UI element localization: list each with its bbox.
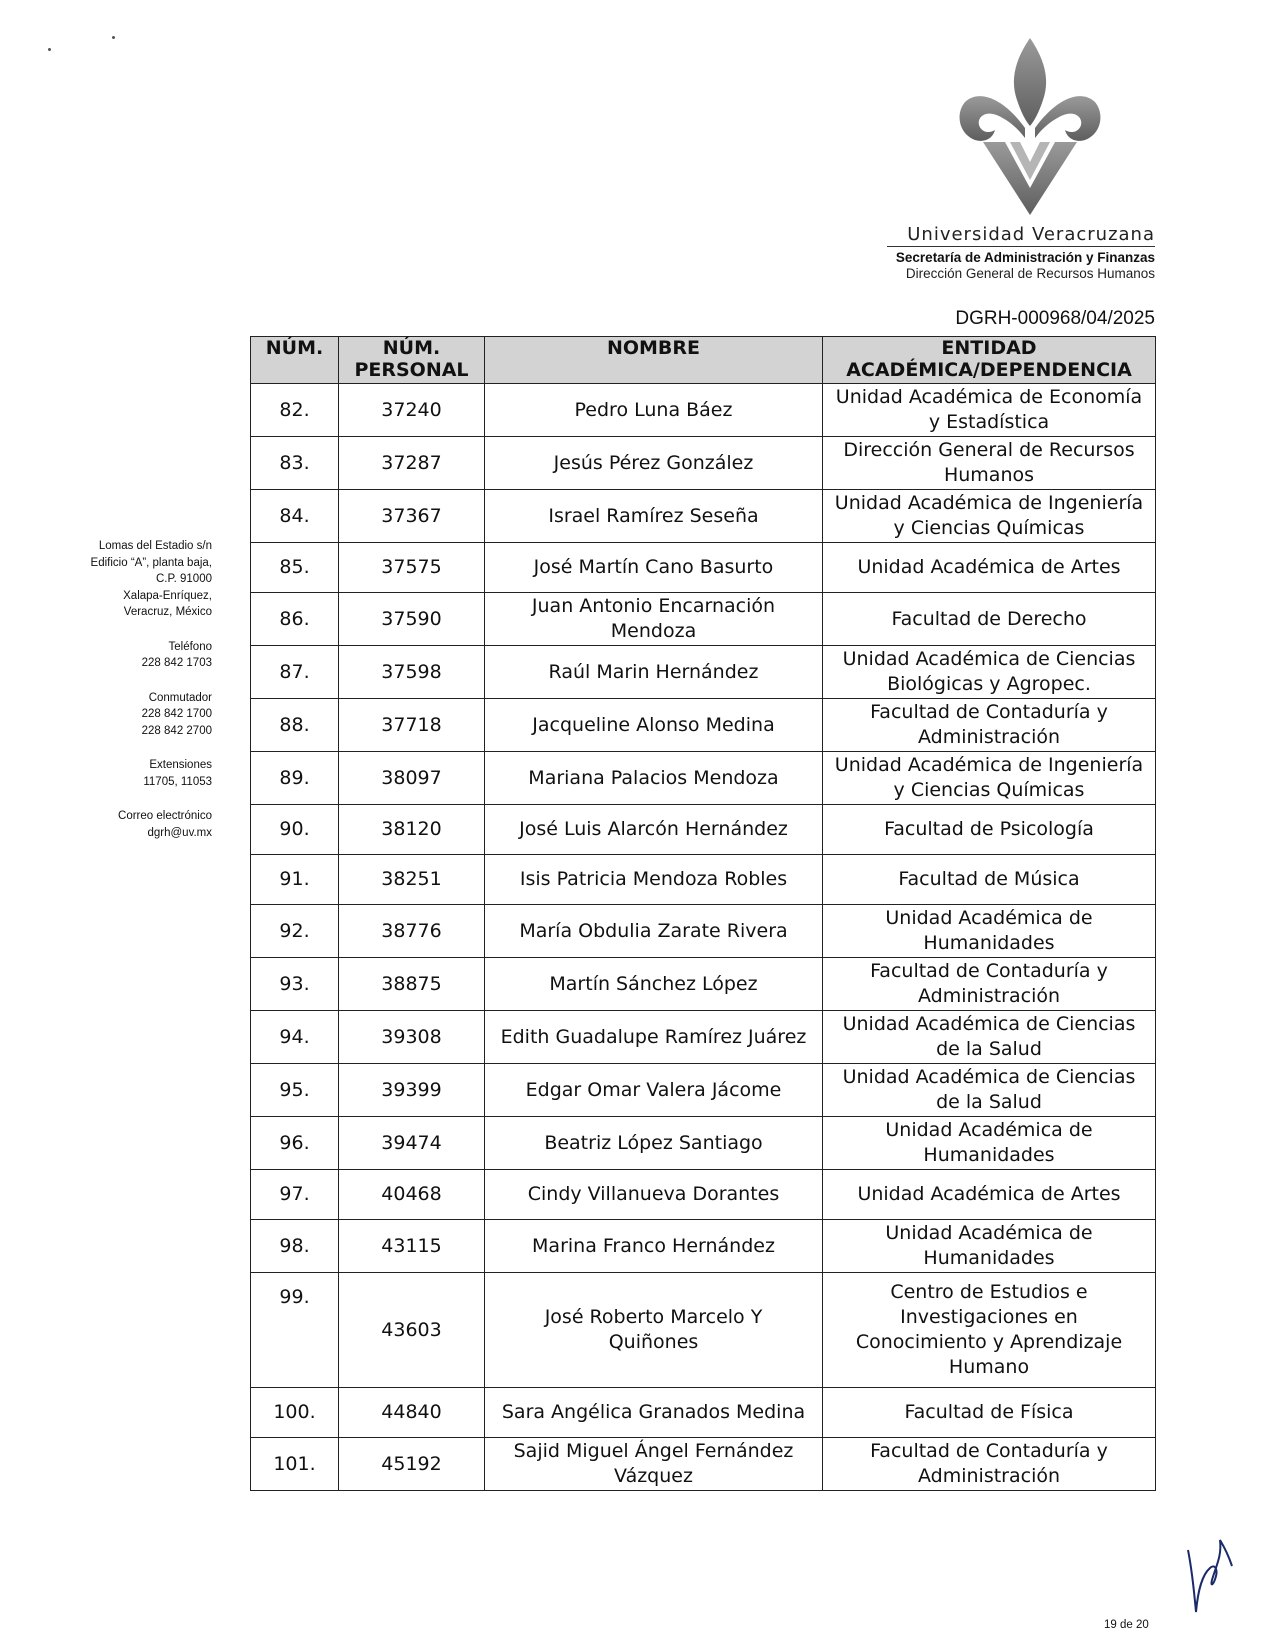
- address-line: Edificio “A”, planta baja,: [90, 556, 212, 569]
- extensions-label: Extensiones: [149, 759, 212, 771]
- cell-entidad: Unidad Académica de Ingeniería y Ciencias Químicas: [823, 490, 1156, 543]
- cell-num: 90.: [251, 805, 339, 855]
- page-number: 19 de 20: [1104, 1619, 1149, 1631]
- cell-num: 93.: [251, 958, 339, 1011]
- cell-num: 95.: [251, 1064, 339, 1117]
- table-row: [251, 1273, 1156, 1388]
- personnel-table: [250, 336, 1156, 1491]
- table-row: [251, 1011, 1156, 1064]
- cell-nombre: María Obdulia Zarate Rivera: [485, 905, 823, 958]
- cell-personal: 38251: [339, 855, 485, 905]
- cell-entidad: Unidad Académica de Humanidades: [823, 1117, 1156, 1170]
- cell-personal: 38875: [339, 958, 485, 1011]
- cell-num: 101.: [251, 1438, 339, 1491]
- table-row: [251, 593, 1156, 646]
- cell-num: 92.: [251, 905, 339, 958]
- cell-num: 89.: [251, 752, 339, 805]
- table-row: [251, 805, 1156, 855]
- table-row: [251, 384, 1156, 437]
- cell-num: 91.: [251, 855, 339, 905]
- cell-num: 96.: [251, 1117, 339, 1170]
- cell-num: 99.: [251, 1273, 339, 1388]
- email-value: dgrh@uv.mx: [147, 826, 212, 839]
- header-nombre: NOMBRE: [485, 337, 823, 384]
- cell-num: 84.: [251, 490, 339, 543]
- address-line: Veracruz, México: [123, 606, 212, 618]
- cell-personal: 38120: [339, 805, 485, 855]
- cell-personal: 39474: [339, 1117, 485, 1170]
- cell-personal: 38097: [339, 752, 485, 805]
- table-row: [251, 1064, 1156, 1117]
- table-row: [251, 699, 1156, 752]
- cell-entidad: Dirección General de Recursos Humanos: [823, 437, 1156, 490]
- cell-personal: 37367: [339, 490, 485, 543]
- cell-personal: 37718: [339, 699, 485, 752]
- cell-personal: 38776: [339, 905, 485, 958]
- cell-personal: 37598: [339, 646, 485, 699]
- cell-entidad: Unidad Académica de Ingeniería y Ciencias Químicas: [823, 752, 1156, 805]
- cell-entidad: Unidad Académica de Artes: [823, 1170, 1156, 1220]
- cell-nombre: Juan Antonio Encarnación Mendoza: [485, 593, 823, 646]
- table-row: [251, 1220, 1156, 1273]
- cell-entidad: Facultad de Psicología: [823, 805, 1156, 855]
- cell-num: 86.: [251, 593, 339, 646]
- cell-entidad: Facultad de Música: [823, 855, 1156, 905]
- table-body: [251, 384, 1156, 1491]
- address-line: Xalapa-Enríquez,: [123, 589, 212, 602]
- cell-nombre: Mariana Palacios Mendoza: [485, 752, 823, 805]
- cell-entidad: Facultad de Contaduría y Administración: [823, 699, 1156, 752]
- cell-personal: 37575: [339, 543, 485, 593]
- cell-entidad: Facultad de Física: [823, 1388, 1156, 1438]
- table-row: [251, 905, 1156, 958]
- cell-personal: 39308: [339, 1011, 485, 1064]
- university-name: Universidad Veracruzana: [887, 224, 1155, 247]
- switchboard-number: 228 842 1700: [141, 708, 212, 720]
- cell-nombre: José Roberto Marcelo Y Quiñones: [485, 1273, 823, 1388]
- uv-logo-icon: [955, 30, 1105, 220]
- cell-nombre: Edgar Omar Valera Jácome: [485, 1064, 823, 1117]
- cell-nombre: Pedro Luna Báez: [485, 384, 823, 437]
- scan-speck: [112, 36, 115, 39]
- table-row: [251, 958, 1156, 1011]
- cell-entidad: Unidad Académica de Ciencias de la Salud: [823, 1064, 1156, 1117]
- table-row: [251, 855, 1156, 905]
- cell-num: 88.: [251, 699, 339, 752]
- phone-number: 228 842 1703: [141, 657, 212, 669]
- direction-name: Dirección General de Recursos Humanos: [905, 266, 1155, 281]
- cell-personal: 44840: [339, 1388, 485, 1438]
- switchboard-label: Conmutador: [148, 691, 212, 704]
- extensions-value: 11705, 11053: [143, 775, 212, 788]
- scan-speck: [48, 48, 51, 51]
- document-reference: DGRH-000968/04/2025: [955, 308, 1155, 329]
- cell-num: 98.: [251, 1220, 339, 1273]
- cell-nombre: José Martín Cano Basurto: [485, 543, 823, 593]
- cell-personal: 43115: [339, 1220, 485, 1273]
- cell-num: 97.: [251, 1170, 339, 1220]
- header-num: NÚM.: [251, 337, 339, 384]
- cell-nombre: Martín Sánchez López: [485, 958, 823, 1011]
- cell-entidad: Facultad de Derecho: [823, 593, 1156, 646]
- cell-nombre: Israel Ramírez Seseña: [485, 490, 823, 543]
- cell-nombre: Isis Patricia Mendoza Robles: [485, 855, 823, 905]
- cell-num: 83.: [251, 437, 339, 490]
- cell-personal: 39399: [339, 1064, 485, 1117]
- cell-nombre: Jacqueline Alonso Medina: [485, 699, 823, 752]
- table-row: [251, 543, 1156, 593]
- table-row: [251, 752, 1156, 805]
- switchboard-number: 228 842 2700: [141, 724, 212, 737]
- cell-personal: 43603: [339, 1273, 485, 1388]
- cell-nombre: Marina Franco Hernández: [485, 1220, 823, 1273]
- cell-num: 82.: [251, 384, 339, 437]
- cell-personal: 40468: [339, 1170, 485, 1220]
- cell-nombre: Sajid Miguel Ángel Fernández Vázquez: [485, 1438, 823, 1491]
- cell-num: 100.: [251, 1388, 339, 1438]
- table-row: [251, 1438, 1156, 1491]
- cell-num: 85.: [251, 543, 339, 593]
- cell-entidad: Unidad Académica de Ciencias Biológicas y Agropec.: [823, 646, 1156, 699]
- cell-entidad: Centro de Estudios e Investigaciones en Conocimiento y Aprendizaje Humano: [823, 1273, 1156, 1388]
- address-line: Lomas del Estadio s/n: [98, 540, 212, 552]
- cell-nombre: Sara Angélica Granados Medina: [485, 1388, 823, 1438]
- table-row: [251, 1170, 1156, 1220]
- cell-nombre: José Luis Alarcón Hernández: [485, 805, 823, 855]
- table-header-row: [251, 337, 1156, 384]
- signature-icon: [1180, 1520, 1240, 1620]
- header-entidad: ENTIDAD ACADÉMICA/DEPENDENCIA: [823, 337, 1156, 384]
- cell-personal: 37240: [339, 384, 485, 437]
- phone-label: Teléfono: [168, 640, 212, 653]
- cell-entidad: Facultad de Contaduría y Administración: [823, 1438, 1156, 1491]
- cell-nombre: Beatriz López Santiago: [485, 1117, 823, 1170]
- cell-personal: 37590: [339, 593, 485, 646]
- contact-block: [40, 538, 212, 841]
- cell-nombre: Cindy Villanueva Dorantes: [485, 1170, 823, 1220]
- cell-personal: 37287: [339, 437, 485, 490]
- cell-entidad: Unidad Académica de Artes: [823, 543, 1156, 593]
- table-row: [251, 437, 1156, 490]
- cell-entidad: Facultad de Contaduría y Administración: [823, 958, 1156, 1011]
- cell-nombre: Jesús Pérez González: [485, 437, 823, 490]
- secretariat-name: Secretaría de Administración y Finanzas: [895, 250, 1155, 265]
- address-line: C.P. 91000: [155, 573, 212, 585]
- cell-entidad: Unidad Académica de Ciencias de la Salud: [823, 1011, 1156, 1064]
- table-row: [251, 490, 1156, 543]
- cell-nombre: Raúl Marin Hernández: [485, 646, 823, 699]
- cell-entidad: Unidad Académica de Economía y Estadística: [823, 384, 1156, 437]
- cell-personal: 45192: [339, 1438, 485, 1491]
- cell-nombre: Edith Guadalupe Ramírez Juárez: [485, 1011, 823, 1064]
- institution-header: [887, 224, 1155, 281]
- header-personal: NÚM. PERSONAL: [339, 337, 485, 384]
- table-row: [251, 1117, 1156, 1170]
- cell-entidad: Unidad Académica de Humanidades: [823, 905, 1156, 958]
- email-label: Correo electrónico: [118, 810, 212, 822]
- cell-num: 94.: [251, 1011, 339, 1064]
- cell-entidad: Unidad Académica de Humanidades: [823, 1220, 1156, 1273]
- table-row: [251, 646, 1156, 699]
- table-row: [251, 1388, 1156, 1438]
- cell-num: 87.: [251, 646, 339, 699]
